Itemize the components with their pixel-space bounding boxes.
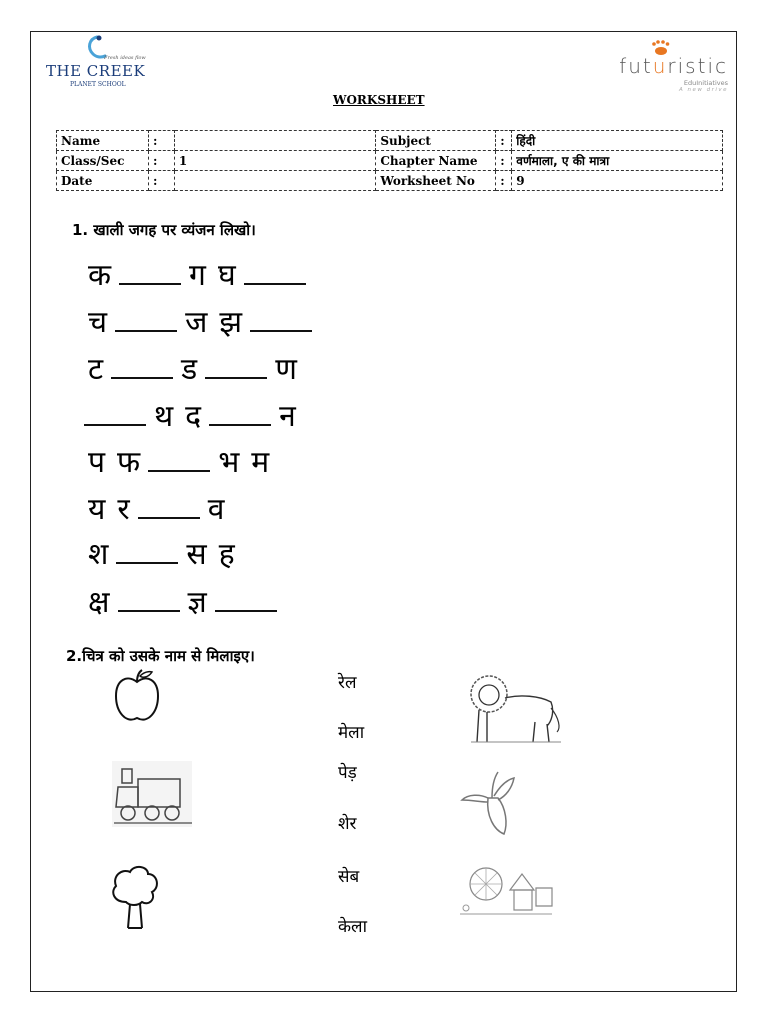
subject-label: Subject [376,131,496,151]
consonant-letter: र [117,492,130,527]
blank-line[interactable] [209,394,271,426]
name-label: Name [57,131,149,151]
consonant-row [82,347,303,389]
blank-line[interactable] [215,580,277,612]
consonant-letter: प [88,445,106,480]
consonant-letter: झ [219,305,243,340]
student-info-table [56,130,723,191]
consonant-letter: द [185,399,202,434]
question-1-title: 1. खाली जगह पर व्यंजन लिखो। [72,221,256,239]
colon: : [496,131,512,151]
blank-line[interactable] [115,300,177,332]
consonant-letter: श [88,537,109,572]
consonant-letter: क्ष [88,585,110,620]
name-field[interactable] [174,131,375,151]
blank-line[interactable] [84,394,146,426]
consonant-letter: ह [218,537,235,572]
consonant-letter: भ [218,445,240,480]
colon: : [496,151,512,171]
chapter-value: वर्णमाला, ए की मात्रा [512,151,723,171]
consonant-letter: ट [88,352,104,387]
tree-icon [108,862,162,930]
match-word: शेर [338,814,357,834]
consonant-letter: ड [181,352,198,387]
class-field[interactable]: 1 [174,151,375,171]
consonant-letter: फ [117,445,141,480]
blank-line[interactable] [148,440,210,472]
worksheet-no-value: 9 [512,171,723,191]
info-row [57,171,723,191]
date-label: Date [57,171,149,191]
blank-line[interactable] [244,253,306,285]
chapter-label: Chapter Name [376,151,496,171]
match-word: रेल [338,673,357,693]
consonant-row [82,440,275,482]
colon: : [496,171,512,191]
consonant-row [82,300,314,342]
consonant-row [82,532,241,574]
colon: : [148,171,174,191]
blank-line[interactable] [118,580,180,612]
consonant-letter: न [279,399,296,434]
match-word: सेब [338,867,360,887]
consonant-row [82,487,230,529]
colon: : [148,151,174,171]
match-word: पेड़ [338,763,357,783]
consonant-letter: ग [189,258,206,293]
consonant-letter: स [186,537,207,572]
consonant-letter: ण [275,352,297,387]
consonant-letter: ज्ञ [187,585,207,620]
consonant-letter: च [88,305,108,340]
consonant-letter: घ [217,258,236,293]
match-word: मेला [338,723,365,743]
partner-logo [620,40,728,95]
match-word: केला [338,917,367,937]
train-icon [108,757,196,831]
school-tagline: Fresh ideas flow [104,55,146,61]
colon: : [148,131,174,151]
consonant-letter: य [88,492,106,527]
partner-name: futuristic [619,54,728,78]
partner-drive: A new drive [678,87,728,93]
blank-line[interactable] [205,347,267,379]
info-row [57,131,723,151]
partner-sub: EduInitiatives [683,79,728,87]
consonant-letter: क [88,258,112,293]
blank-line[interactable] [250,300,312,332]
consonant-row [82,253,308,295]
blank-line[interactable] [116,532,178,564]
consonant-letter: व [207,492,225,527]
info-row [57,151,723,171]
consonant-letter: थ [154,399,174,434]
school-name: THE CREEK [46,62,146,80]
fair-icon [458,860,554,920]
worksheet-title: WORKSHEET [333,93,425,107]
class-label: Class/Sec [57,151,149,171]
consonant-row [82,580,279,622]
blank-line[interactable] [111,347,173,379]
apple-icon [112,668,162,726]
question-2-title: 2.चित्र को उसके नाम से मिलाइए। [66,647,255,665]
school-logo [46,34,162,94]
consonant-letter: म [251,445,270,480]
lion-icon [465,668,565,746]
banana-icon [458,768,522,838]
date-field[interactable] [174,171,375,191]
school-sub: PLANET SCHOOL [70,81,126,88]
consonant-letter: ज [185,305,208,340]
blank-line[interactable] [119,253,181,285]
consonant-row [82,394,302,436]
worksheet-no-label: Worksheet No [376,171,496,191]
blank-line[interactable] [138,487,200,519]
subject-value: हिंदी [512,131,723,151]
